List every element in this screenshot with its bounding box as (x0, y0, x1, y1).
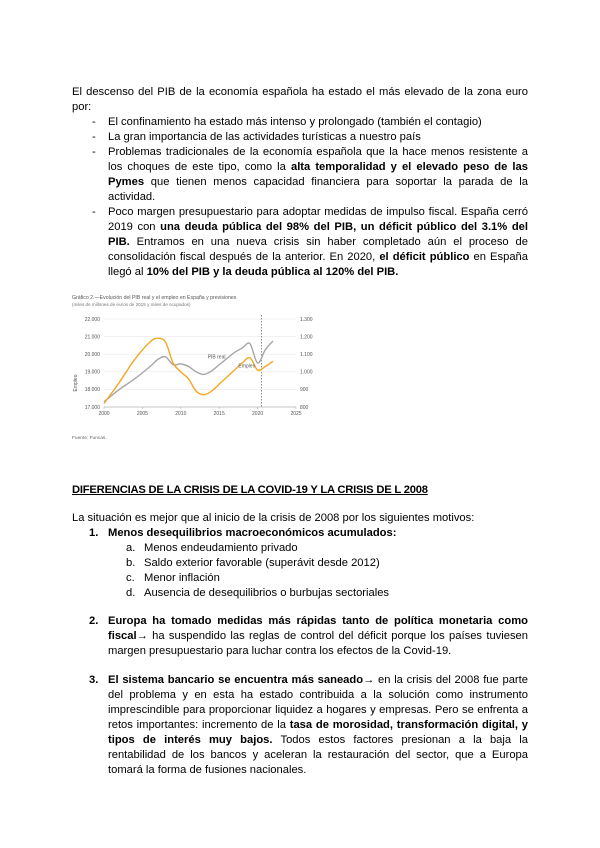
text-run: Problemas tradicionales de la economía española que la hace menos resistente a los choques de este tipo, como la (108, 146, 528, 173)
chart-subtitle: (miles de millones de euros de 2015 y miles de ocupados) (72, 302, 191, 307)
left-tick-label: 21.000 (84, 334, 100, 341)
motive-number: 1. (89, 527, 99, 539)
x-tick-label: 2025 (290, 411, 302, 417)
x-tick-label: 2000 (98, 411, 110, 417)
reason-item (92, 145, 528, 205)
chart-axes (85, 315, 313, 417)
motive-number: 3. (89, 674, 99, 686)
text-run: Todos estos factores presionan a la baja la rentabilidad de los bancos y aceleran la restauración del sector, que a Europa tomará la forma de fusiones nacionales. (108, 734, 528, 776)
text-run: Entramos en una nueva crisis sin haber completado aún el proceso de consolidación fiscal después de la anterior. En 2020, (108, 236, 528, 263)
situation-paragraph: La situación es mejor que al inicio de la crisis de 2008 por los siguientes motivos: (72, 512, 475, 524)
motive-2 (89, 614, 528, 659)
left-tick-label: 19.000 (84, 369, 100, 376)
bold-text: alta temporalidad y el elevado peso de las Pymes (108, 161, 528, 188)
right-tick-label: 1.200 (300, 334, 313, 341)
reason-item (92, 130, 528, 145)
chart-title: Gráfico 2.—Evolución del PIB real y el empleo en España y previsiones (72, 295, 237, 301)
motive-1 (89, 526, 528, 541)
intro-paragraph: El descenso del PIB de la economía española ha estado el más elevado de la zona euro por: (72, 86, 528, 113)
right-tick-label: 800 (300, 404, 309, 411)
right-tick-label: 900 (300, 387, 309, 394)
bold-text: Menos desequilibrios macroeconómicos acumulados: (108, 527, 397, 539)
bold-text: el déficit público (379, 251, 470, 263)
bold-text: una deuda pública del 98% del PIB, un déficit público del 3.1% del PIB. (108, 221, 528, 248)
gdp-employment-chart (68, 291, 326, 442)
x-tick-label: 2020 (252, 411, 264, 417)
text-run: → ha suspendido las reglas de control del déficit porque los países tuviesen margen presupuestario para luchar contra los efectos de la Covid-19. (108, 630, 528, 657)
chart-labels (208, 355, 256, 370)
x-tick-label: 2005 (136, 411, 148, 417)
chart-ylabel: Empleo (73, 374, 79, 392)
bold-text: Europa ha tomado medidas más rápidas tanto de política monetaria como fiscal (108, 615, 528, 642)
bold-text: 10% del PIB y la deuda pública al 120% del PIB. (146, 266, 399, 278)
left-tick-label: 17.000 (84, 404, 100, 411)
chart-series (104, 338, 273, 403)
reasons-list (92, 115, 528, 280)
series-label: PIB real (207, 354, 226, 361)
reason-item (92, 205, 528, 280)
left-tick-label: 18.000 (84, 387, 100, 394)
right-tick-label: 1.000 (300, 369, 313, 376)
series-label: Empleo (238, 363, 256, 370)
right-tick-label: 1.300 (300, 316, 313, 323)
text-run: en España llegó al (108, 251, 528, 278)
section-title: DIFERENCIAS DE LA CRISIS DE LA COVID-19 Y LA CRISIS DE L 2008 (72, 484, 428, 496)
bold-text: tasa de morosidad, transformación digital, y tipos de interés muy bajos. (108, 719, 528, 746)
left-tick-label: 22.000 (84, 316, 100, 323)
text-run: El confinamiento ha estado más intenso y prolongado (también el contagio) (108, 116, 482, 128)
motive-number: 2. (89, 615, 99, 627)
motive-3 (89, 673, 528, 778)
text-run: Poco margen presupuestario para adoptar medidas de impulso fiscal. España cerró 2019 con (108, 206, 528, 233)
reason-item (92, 115, 528, 130)
series-line-pib-real (104, 341, 273, 402)
chart-source: Fuente: Funcas. (72, 436, 107, 441)
text-run: que tienen menos capacidad financiera para soportar la parada de la actividad. (108, 176, 528, 203)
x-tick-label: 2015 (213, 411, 225, 417)
left-tick-label: 20.000 (84, 352, 100, 358)
text-run: La gran importancia de las actividades turísticas a nuestro país (108, 131, 421, 143)
bold-text: El sistema bancario se encuentra más saneado (108, 674, 364, 686)
text-run: → en la crisis del 2008 fue parte del problema y en esta ha estado contribuida a la solución como instrumento imprescindible para proporcionar liquidez a hogares y empresas. Pero se enfrenta a retos importantes: incremento de la (108, 674, 528, 731)
document-page: El descenso del PIB de la economía española ha estado el más elevado de la zona euro por: - El confinamiento ha estado más intenso y prolongado (también el contagio) - La gran importancia de las actividades turísticas a nuestro país - Problemas tradicionales de la economía española que la hace menos resistente a los choques de este tipo, como la alta temporalidad y el elevado peso de las Pymes que tienen menos capacidad financiera para soportar la parada de la actividad. - Poco margen presupuestario para adoptar medidas de impulso fiscal. España cerró 2019 con una deuda pública del 98% del PIB, un déficit público del 3.1% del PIB. Entramos en una nueva crisis sin haber completado aún el proceso de consolidación fiscal después de la anterior. En 2020, el déficit público en España llegó al 10% del PIB y la deuda pública al 120% del PIB. Gráfico 2.—Evolución del PIB real y el empleo en España y previsiones (miles de millones de euros de 2015 y miles de ocupados) 17.000 18.000 19.000 20.000 21.000 22.000 800 900 1.000 1.100 1.200 1.300 2000 2005 2010 2015 2020 2025 PIB real Empleo Empleo Fuente: Funcas. DIFERENCIAS DE LA CRISIS DE LA COVID-19 Y LA CRISIS DE L 2008 La situación es mejor que al inicio de la crisis de 2008 por los siguientes motivos: 1. Menos desequilibrios macroeconómicos acumulados: a. Menos endeudamiento privado b. Saldo exterior favorable (superávit desde 2012) c. Menor inflación d. Ausencia de desequilibrios o burbujas sectoriales 2. Europa ha tomado medidas más rápidas tanto de política monetaria como fiscal→ ha suspendido las reglas de control del déficit porque los países tuviesen margen presupuestario para luchar contra los efectos de la Covid-19. 3. El sistema bancario se encuentra más saneado→ en la crisis del 2008 fue parte del problema y en esta ha estado contribuida a la solución como instrumento imprescindible para proporcionar liquidez a hogares y empresas. Pero se enfrenta a retos importantes: incremento de la tasa de morosidad, transformación digital, y tipos de interés muy bajos. Todos estos factores presionan a la baja la rentabilidad de los bancos y aceleran la restauración del sector, que a Europa tomará la forma de fusiones nacionales. (0, 0, 600, 848)
right-tick-label: 1.100 (300, 352, 313, 358)
x-tick-label: 2010 (175, 411, 187, 417)
series-line-empleo (104, 338, 273, 403)
